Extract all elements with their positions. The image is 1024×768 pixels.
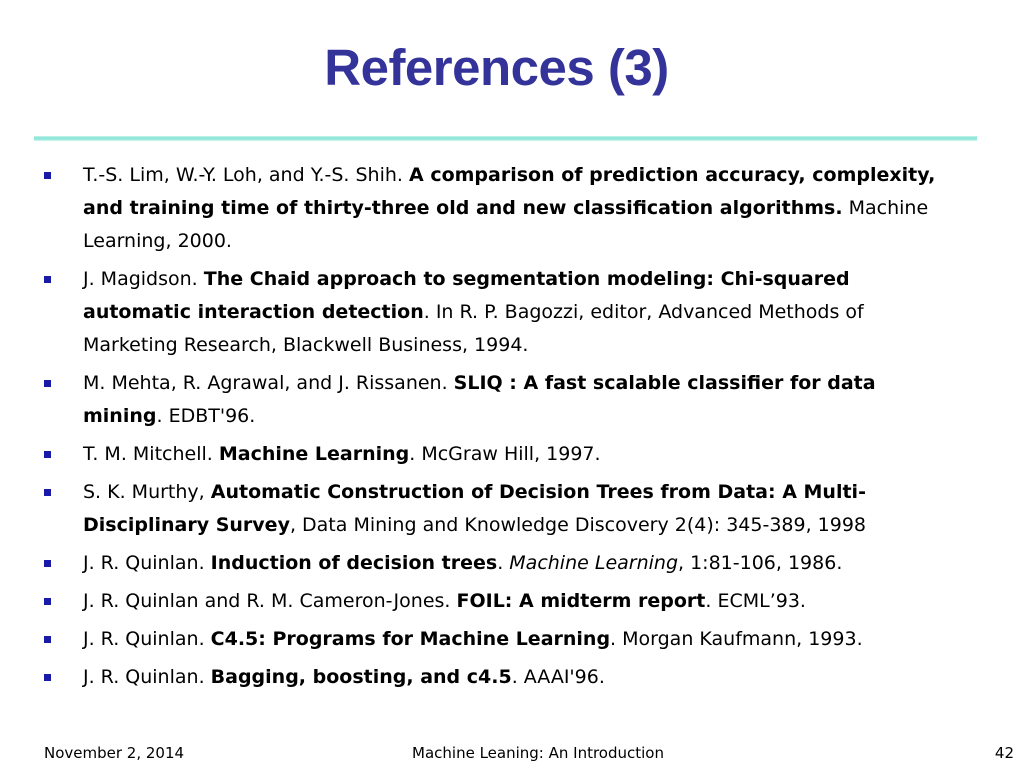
reference-item xyxy=(0,159,1024,258)
reference-title: A comparison of prediction accuracy, complexity, and training time of thirty-three old and new classification algorithms. xyxy=(83,164,936,219)
page-number: 42 xyxy=(994,744,1014,762)
reference-text: Machine Learning, 2000. xyxy=(83,197,929,252)
reference-text: T. M. Mitchell. xyxy=(83,443,219,465)
reference-text: J. R. Quinlan. xyxy=(83,628,211,650)
title-divider xyxy=(34,136,977,141)
reference-title: Automatic Construction of Decision Trees from Data: A Multi-Disciplinary Survey xyxy=(83,481,866,536)
bullet-square-icon xyxy=(44,380,51,387)
reference-item xyxy=(0,547,1024,580)
footer-date: November 2, 2014 xyxy=(44,744,185,762)
reference-item xyxy=(0,661,1024,694)
reference-text: J. R. Quinlan. xyxy=(83,666,211,688)
reference-text: . xyxy=(497,552,510,574)
bullet-square-icon xyxy=(44,598,51,605)
bullet-square-icon xyxy=(44,560,51,567)
reference-title: C4.5: Programs for Machine Learning xyxy=(210,628,611,650)
bullet-square-icon xyxy=(44,636,51,643)
reference-title: Machine Learning xyxy=(218,443,410,465)
bullet-square-icon xyxy=(44,674,51,681)
reference-list xyxy=(0,159,1024,699)
footer-title: Machine Leaning: An Introduction xyxy=(412,744,664,762)
reference-text: . ECML’93. xyxy=(705,590,806,612)
reference-text: . In R. P. Bagozzi, editor, Advanced Methods of Marketing Research, Blackwell Business, 1994. xyxy=(83,301,864,356)
reference-text: . AAAI'96. xyxy=(511,666,605,688)
bullet-square-icon xyxy=(44,276,51,283)
reference-title: Induction of decision trees xyxy=(210,552,498,574)
reference-title: The Chaid approach to segmentation modeling: Chi-squared automatic interaction detection xyxy=(83,268,850,323)
reference-title: SLIQ : A fast scalable classifier for data mining xyxy=(83,372,876,427)
reference-text: J. R. Quinlan. xyxy=(83,552,211,574)
reference-text: , Data Mining and Knowledge Discovery 2(4): 345-389, 1998 xyxy=(289,514,867,536)
reference-item xyxy=(0,585,1024,618)
reference-text: S. K. Murthy, xyxy=(83,481,211,503)
bullet-square-icon xyxy=(44,451,51,458)
reference-text: . McGraw Hill, 1997. xyxy=(409,443,601,465)
reference-item xyxy=(0,438,1024,471)
bullet-square-icon xyxy=(44,489,51,496)
reference-text: . Morgan Kaufmann, 1993. xyxy=(610,628,863,650)
reference-text: J. Magidson. xyxy=(83,268,204,290)
reference-text: J. R. Quinlan and R. M. Cameron-Jones. xyxy=(83,590,457,612)
reference-item xyxy=(0,263,1024,362)
bullet-square-icon xyxy=(44,172,51,179)
reference-item xyxy=(0,367,1024,433)
reference-title: FOIL: A midterm report xyxy=(456,590,706,612)
reference-venue: Machine Learning xyxy=(509,552,679,574)
reference-text: M. Mehta, R. Agrawal, and J. Rissanen. xyxy=(83,372,454,394)
reference-title: Bagging, boosting, and c4.5 xyxy=(210,666,512,688)
reference-text: T.-S. Lim, W.-Y. Loh, and Y.-S. Shih. xyxy=(83,164,409,186)
reference-text: . EDBT'96. xyxy=(156,405,256,427)
reference-item xyxy=(0,476,1024,542)
reference-text: , 1:81-106, 1986. xyxy=(678,552,843,574)
slide-title: References (3) xyxy=(324,39,669,96)
reference-item xyxy=(0,623,1024,656)
